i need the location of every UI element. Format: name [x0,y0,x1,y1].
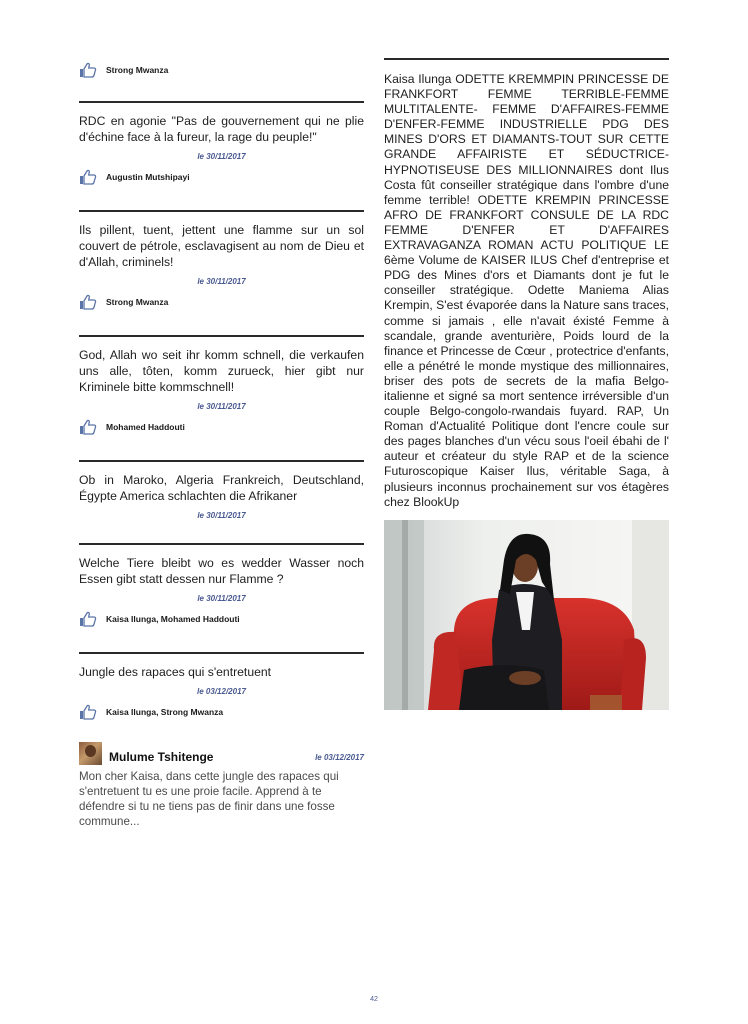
post-text: God, Allah wo seit ihr komm schnell, die verkaufen uns alle, tôten, komm zurueck, hier gibt nur Kriminele bitte kommschnell! [79,348,364,394]
right-column [384,58,669,710]
post [79,103,364,188]
post-text: RDC en agonie "Pas de gouvernement qui ne plie d'échine face à la fureur, la rage du peuple!" [79,114,364,144]
post-text: Jungle des rapaces qui s'entretuent [79,665,272,679]
comment-text: Mon cher Kaisa, dans cette jungle des rapaces qui s'entretuent tu es une proie facile. Apprend à te défendre si tu ne tiens pas de finir dans une fosse commune... [79,770,339,828]
thumbs-up-icon[interactable] [79,611,97,627]
like-row [79,166,364,188]
thumbs-up-icon[interactable] [79,294,97,310]
post-date: le 03/12/2017 [197,687,246,696]
post-date: le 30/11/2017 [197,402,246,411]
post [79,462,364,521]
comment [79,741,364,829]
likers-names: Kaisa Ilunga, Mohamed Haddouti [106,614,240,624]
like-row [79,59,364,81]
post-date: le 30/11/2017 [197,511,246,520]
post-date: le 30/11/2017 [197,277,246,286]
post [79,212,364,313]
avatar[interactable] [79,742,102,765]
post-photo[interactable] [384,520,669,710]
thumbs-up-icon[interactable] [79,62,97,78]
thumbs-up-icon[interactable] [79,419,97,435]
post-text: Ils pillent, tuent, jettent une flamme sur un sol couvert de pétrole, esclavagisent au nom de Dieu et d'Allah, criminels! [79,223,364,269]
likers-names: Mohamed Haddouti [106,422,185,432]
comment-header [79,741,364,765]
post-text: Kaisa Ilunga ODETTE KREMMPIN PRINCESSE DE FRANKFORT FEMME TERRIBLE-FEMME MULTITALENTE- FEMME D'AFFAIRES-FEMME D'ENFER-FEMME INDUSTRIELLE PDG DES MINES D'ORS ET DIAMANTS-TOUT SUR CETTE GRANDE AFFAIRISTE ET SÉDUCTRICE-HYPNOTISEUSE DES MILLIONNAIRES dont Ilus Costa fût conseiller stratégique dans l'ombre d'une femme terrible! ODETTE KREMPIN PRINCESSE AFRO DE FRANKFORT CONSULE DE LA RDC FEMME D'ENFER ET D'AFFAIRES EXTRAVAGANZA ROMAN ACTU POLITIQUE LE 6ème Volume de KAISER ILUS Chef d'entreprise et PDG des Mines d'ors et Diamants dont je fut le conseiller stratégique. Odette Maniema Alias Krempin, S'est évaporée dans la Nature sans traces, comme si jamais , elle n'avait éxisté Femme à scandale, grande aventurière, Poids lourd de la finance et Princesse de Cœur , protectrice d'enfants, elle a pénétré le monde mystique des millionnaires, briser des pots de secrets de la mafia Belgo-italienne et signé sa mort sentence irréversible d'un couple Belgo-congolo-rwandais fuyard. RAP, Un Roman d'Actualité Politique dont l'encre coule sur des pages blanches d'un vécu sous l'oeil ébahi de l' auteur et créateur du style RAP et de la science Futuroscopique Kaiser Ilus, véritable Saga, à plusieurs inconnus prochainement sur vos étagères chez BlookUp [384,72,669,509]
post [79,545,364,630]
likers-names: Augustin Mutshipayi [106,172,190,182]
like-row [79,608,364,630]
thumbs-up-icon[interactable] [79,169,97,185]
likers-names: Strong Mwanza [106,65,169,75]
left-column [79,55,364,829]
post [79,337,364,438]
page-number: 42 [370,996,378,1003]
like-row [79,291,364,313]
post [79,654,364,723]
post-text: Ob in Maroko, Algeria Frankreich, Deutschland, Égypte America schlachten die Afrikaner [79,473,364,503]
likers-names: Kaisa Ilunga, Strong Mwanza [106,707,224,717]
comment-author[interactable]: Mulume Tshitenge [109,750,214,764]
post-date: le 30/11/2017 [197,152,246,161]
post-text: Welche Tiere bleibt wo es wedder Wasser noch Essen gibt statt dessen nur Flamme ? [79,556,364,586]
comment-date: le 03/12/2017 [315,753,364,762]
thumbs-up-icon[interactable] [79,704,97,720]
like-row [79,416,364,438]
like-row [79,701,364,723]
post-date: le 30/11/2017 [197,594,246,603]
post-divider [384,58,669,60]
likers-names: Strong Mwanza [106,297,169,307]
